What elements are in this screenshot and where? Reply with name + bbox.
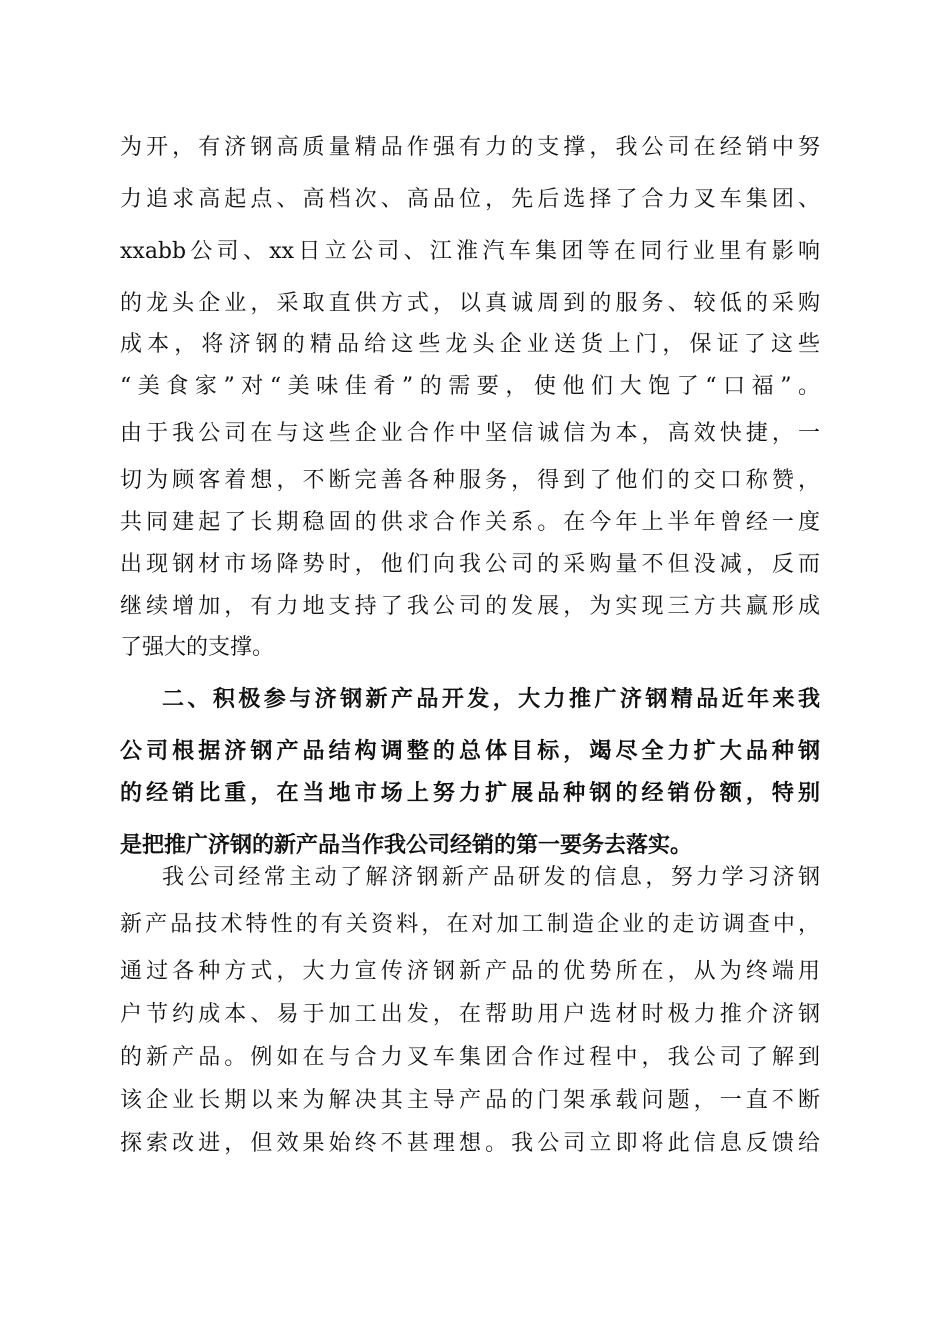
paragraph-line: xxabb公司、xx日立公司、江淮汽车集团等在同行业里有影响 — [120, 239, 820, 264]
section-heading-line: 公司根据济钢产品结构调整的总体目标，竭尽全力扩大品种钢 — [120, 739, 820, 764]
paragraph-line: 了强大的支撑。 — [120, 635, 275, 660]
paragraph-line: 为开，有济钢高质量精品作强有力的支撑，我公司在经销中努 — [120, 135, 820, 160]
paragraph-line: 通过各种方式，大力宣传济钢新产品的优势所在，从为终端用 — [120, 959, 820, 984]
section-heading-line: 是把推广济钢的新产品当作我公司经销的第一要务去落实。 — [120, 833, 693, 858]
paragraph-line: 探索改进，但效果始终不甚理想。我公司立即将此信息反馈给 — [120, 1131, 820, 1156]
section-heading-line: 的经销比重，在当地市场上努力扩展品种钢的经销份额，特别 — [120, 781, 820, 806]
paragraph-line: 户节约成本、易于加工出发，在帮助用户选材时极力推介济钢 — [120, 1002, 820, 1027]
paragraph-line: 的龙头企业，采取直供方式，以真诚周到的服务、较低的采购 — [120, 291, 820, 316]
paragraph-line: 该企业长期以来为解决其主导产品的门架承载问题，一直不断 — [120, 1088, 820, 1113]
paragraph-line: 力追求高起点、高档次、高品位，先后选择了合力叉车集团、 — [120, 187, 820, 212]
paragraph-line: 出现钢材市场降势时，他们向我公司的采购量不但没减，反而 — [120, 552, 820, 577]
paragraph-line: 由于我公司在与这些企业合作中坚信诚信为本，高效快捷，一 — [120, 421, 820, 446]
paragraph-line: 切为顾客着想，不断完善各种服务，得到了他们的交口称赞， — [120, 468, 820, 493]
paragraph-line: 新产品技术特性的有关资料，在对加工制造企业的走访调查中， — [120, 912, 820, 937]
paragraph-line: 成本，将济钢的精品给这些龙头企业送货上门，保证了这些 — [120, 332, 820, 357]
paragraph-line: 共同建起了长期稳固的供求合作关系。在今年上半年曾经一度 — [120, 510, 820, 535]
paragraph-line: 我公司经常主动了解济钢新产品研发的信息，努力学习济钢 — [162, 865, 820, 890]
paragraph-line: 的新产品。例如在与合力叉车集团合作过程中，我公司了解到 — [120, 1045, 820, 1070]
section-heading-line: 二、积极参与济钢新产品开发，大力推广济钢精品近年来我 — [162, 687, 820, 712]
paragraph-line: “美食家”对“美味佳肴”的需要，使他们大饱了“口福”。 — [120, 374, 820, 399]
paragraph-line: 继续增加，有力地支持了我公司的发展，为实现三方共赢形成 — [120, 594, 820, 619]
